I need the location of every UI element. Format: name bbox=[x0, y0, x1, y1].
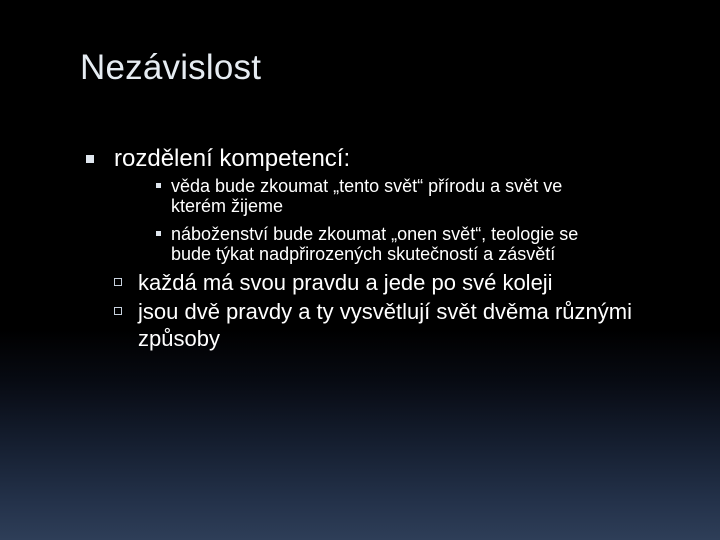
bullet-text: rozdělení kompetencí: bbox=[114, 145, 351, 172]
hollow-square-bullet-icon bbox=[114, 307, 122, 315]
sub-bullet-line-1: věda bude zkoumat „tento svět“ přírodu a svět ve bbox=[171, 176, 563, 196]
filled-square-bullet-icon bbox=[86, 155, 94, 163]
bullet-kazda-ma-svou-pravdu bbox=[114, 269, 553, 296]
bullet-rozdeleni-kompetenci bbox=[86, 145, 350, 173]
bullet-text bbox=[138, 269, 553, 296]
bullet-text bbox=[138, 298, 632, 352]
sub-bullet-line-2: bude týkat nadpřirozených skutečností a zásvětí bbox=[171, 244, 556, 264]
bullet-line-1: jsou dvě pravdy a ty vysvětlují svět dvěma různými bbox=[138, 299, 632, 324]
bullet-jsou-dve-pravdy bbox=[114, 298, 632, 352]
small-square-bullet-icon bbox=[156, 183, 161, 188]
sub-bullet-nabozenstvi bbox=[156, 224, 578, 264]
sub-bullet-text bbox=[171, 176, 562, 216]
hollow-square-bullet-icon bbox=[114, 278, 122, 286]
bullet-line-1: každá má svou pravdu a jede po své koleji bbox=[138, 270, 553, 295]
sub-bullet-text bbox=[171, 224, 578, 264]
bullet-line-2: způsoby bbox=[138, 326, 220, 351]
small-square-bullet-icon bbox=[156, 231, 161, 236]
sub-bullet-line-1: náboženství bude zkoumat „onen svět“, teologie se bbox=[171, 224, 579, 244]
slide-title: Nezávislost bbox=[80, 48, 262, 87]
sub-bullet-line-2: kterém žijeme bbox=[171, 196, 284, 216]
sub-bullet-veda bbox=[156, 176, 562, 216]
